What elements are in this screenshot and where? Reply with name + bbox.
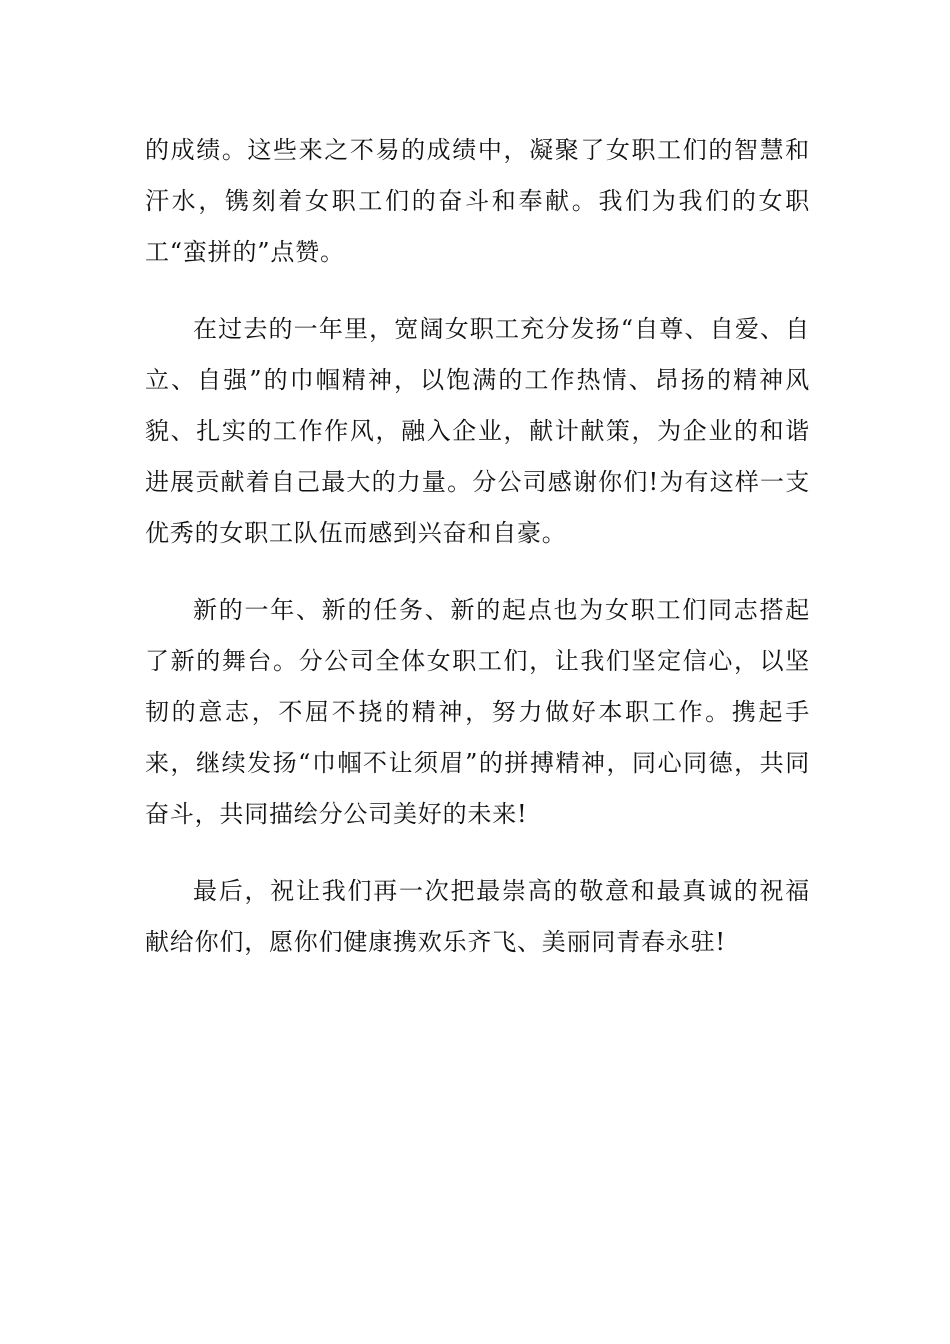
document-body bbox=[145, 125, 810, 994]
paragraph-1: 的成绩。这些来之不易的成绩中，凝聚了女职工们的智慧和汗水，镌刻着女职工们的奋斗和奉献。我们为我们的女职工“蛮拼的”点赞。 bbox=[145, 136, 810, 266]
paragraph-2: 在过去的一年里，宽阔女职工充分发扬“自尊、自爱、自立、自强”的巾帼精神，以饱满的工作热情、昂扬的精神风貌、扎实的工作作风，融入企业，献计献策，为企业的和谐进展贡献着自己最大的力量。分公司感谢你们!为有这样一支优秀的女职工队伍而感到兴奋和自豪。 bbox=[145, 315, 810, 547]
paragraph-3: 新的一年、新的任务、新的起点也为女职工们同志搭起了新的舞台。分公司全体女职工们，让我们坚定信心，以坚韧的意志，不屈不挠的精神，努力做好本职工作。携起手来，继续发扬“巾帼不让须眉”的拼搏精神，同心同德，共同奋斗，共同描绘分公司美好的未来! bbox=[145, 596, 810, 828]
paragraph-4: 最后，祝让我们再一次把最崇高的敬意和最真诚的祝福献给你们，愿你们健康携欢乐齐飞、美丽同青春永驻! bbox=[145, 877, 810, 956]
